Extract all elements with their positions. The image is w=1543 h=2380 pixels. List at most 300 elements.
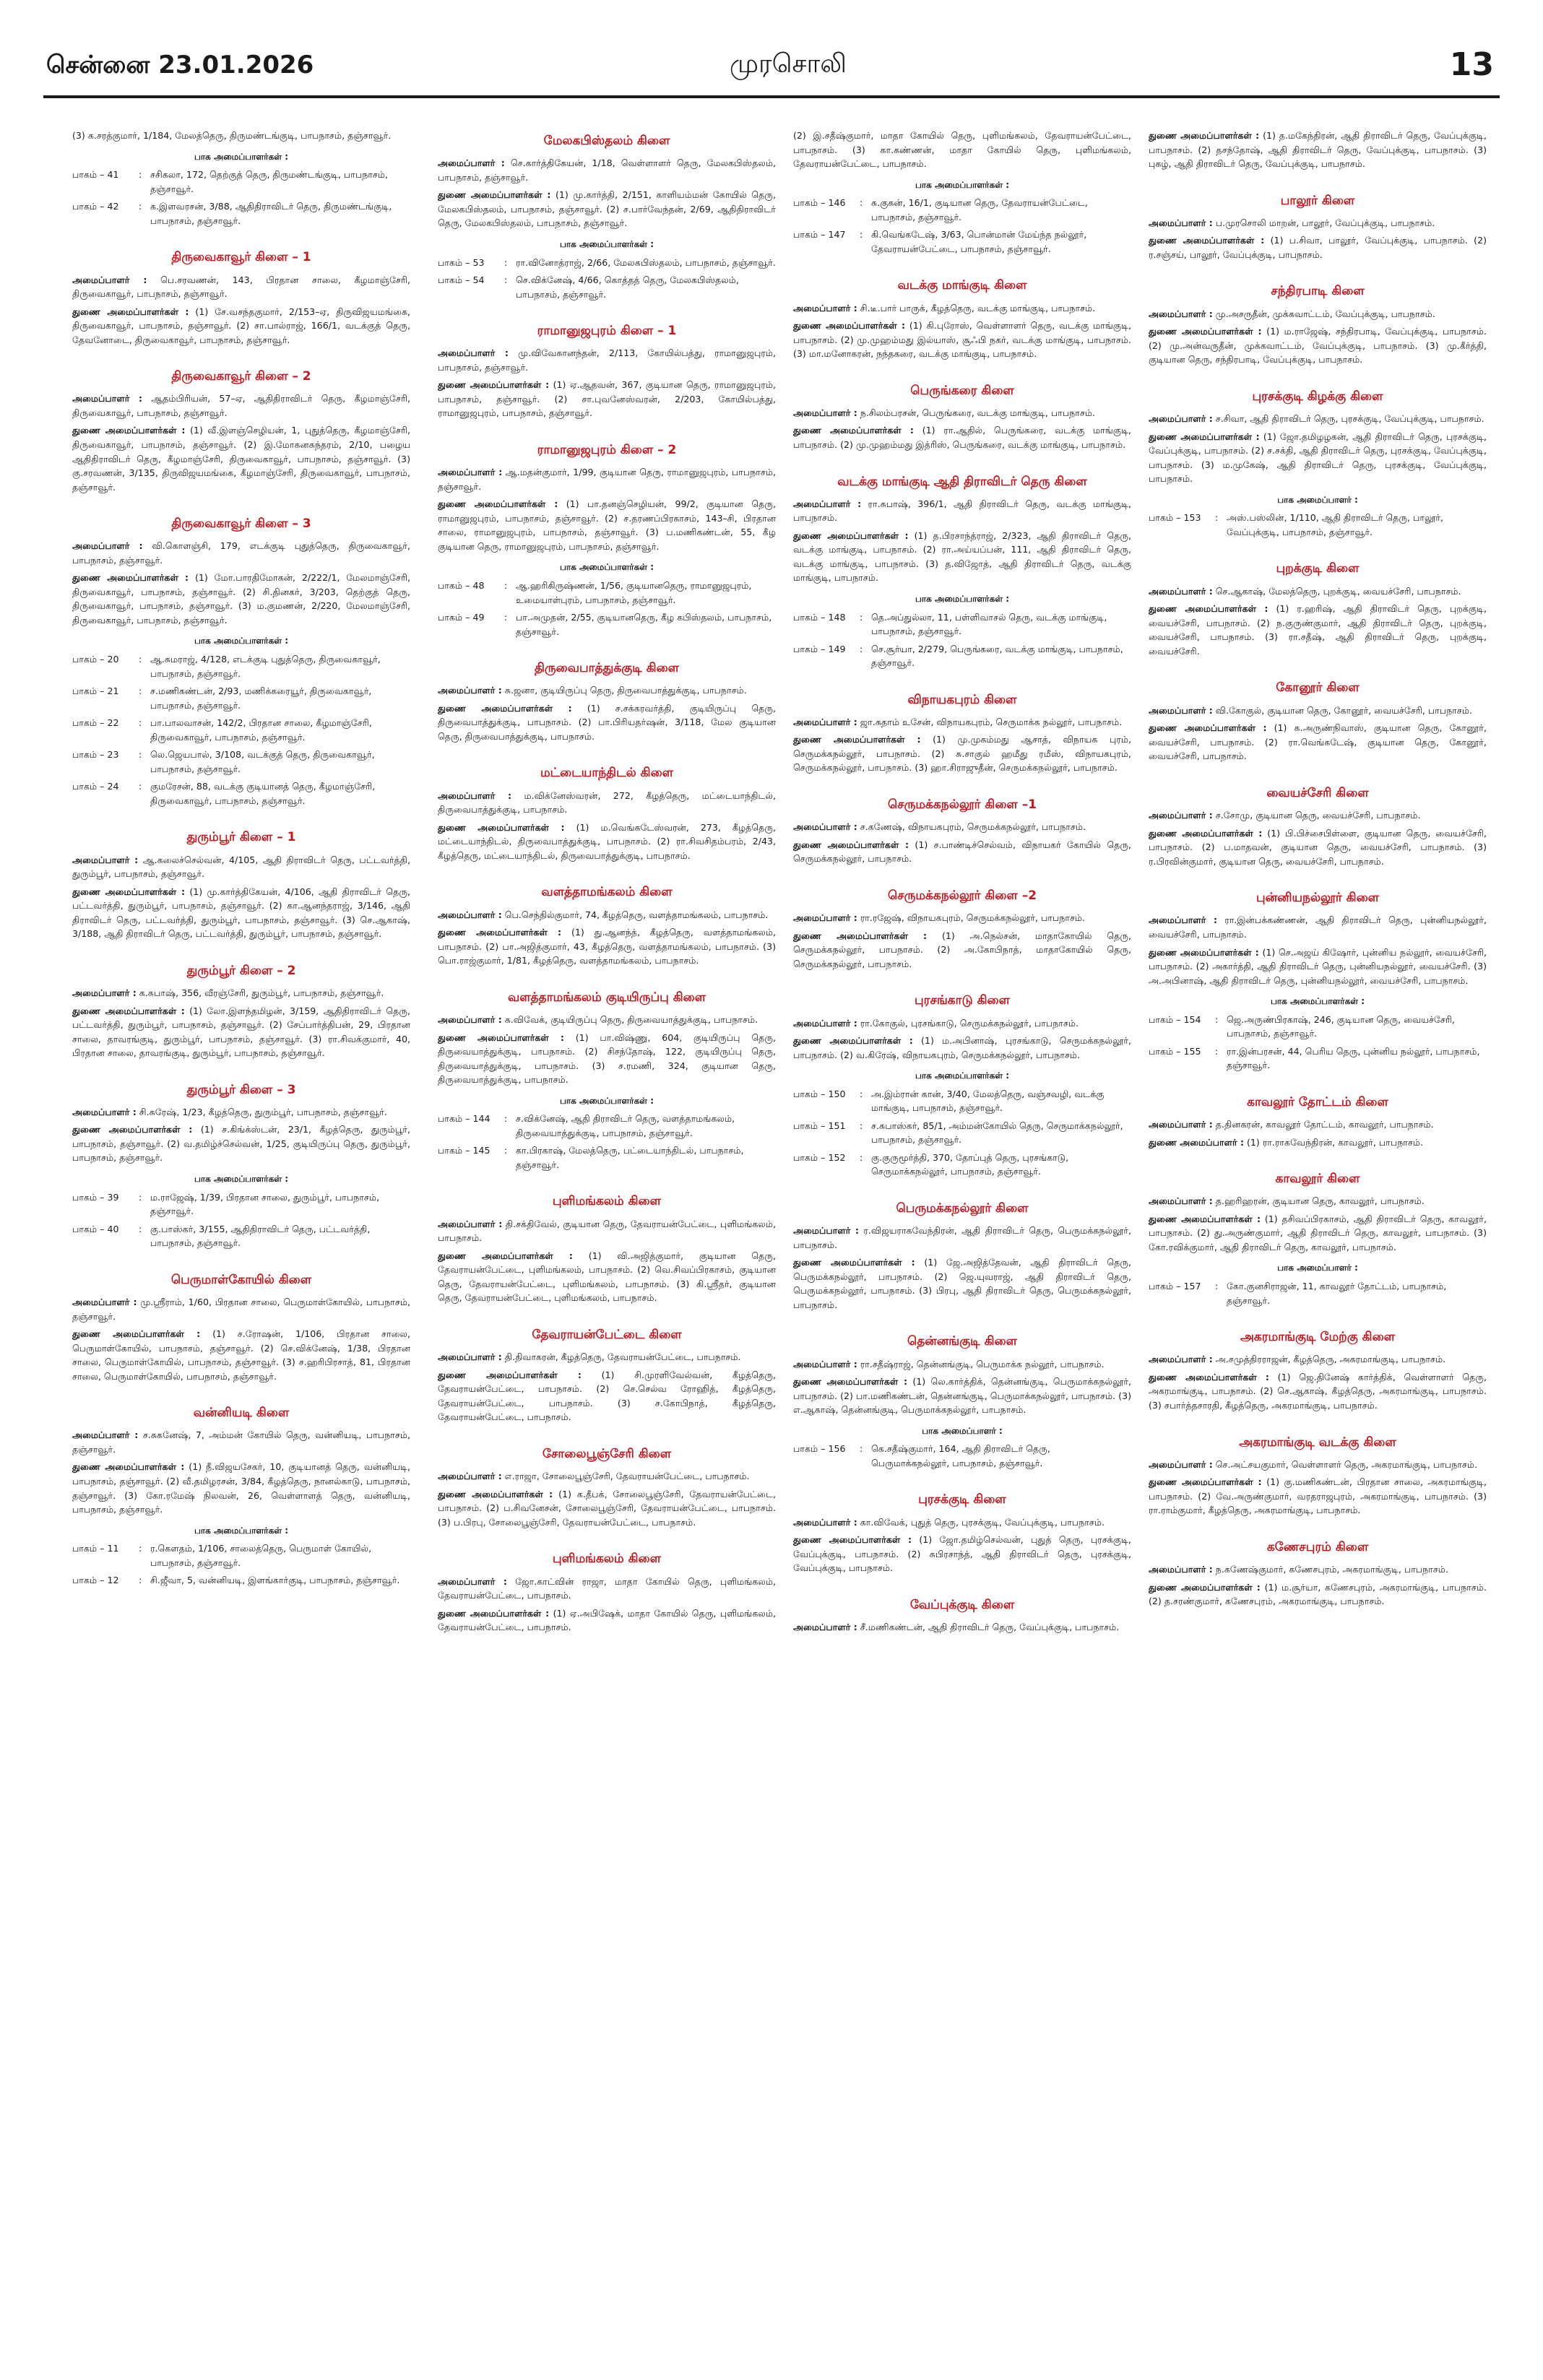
entry-text: (1) து.ஆனந்த், கீழத்தெரு, வளத்தாமங்கலம், பாபநாசம். (2) பா.அஜித்குமார், 43, கீழத்தெரு, வளத்தாமங்கலம், பாபநாசம். (3) பொ.ராஜ்குமார், 1/81, கீழத்தெரு, வளத்தாமங்கலம், பாபநாசம். — [438, 927, 776, 966]
entry-text: (1) மு.கார்த்திகேயன், 4/106, ஆதி திராவிடர் தெரு, பட்டவர்த்தி, துரும்பூர், பாபநாசம், தஞ்சாவூர். (2) கா.ஆனந்தராஜ், 3/146, ஆதி திராவிடர் தெரு, பட்டவர்த்தி, துரும்பூர், பாபநாசம், தஞ்சாவூர். (3) செ.ஆகாஷ், 3/188, ஆதி திராவிடர் தெரு, பட்டவர்த்தி, துரும்பூர், பாபநாசம், தஞ்சாவூர். — [72, 886, 410, 940]
office-bearer-entry — [438, 925, 776, 968]
role-label: துணை அமைப்பாளர்கள் : — [1149, 1371, 1269, 1382]
branch-section — [438, 131, 776, 301]
branch-section — [1149, 1093, 1487, 1149]
branch-title: கோனூர் கிளை — [1276, 680, 1360, 696]
office-bearer-entry — [72, 1295, 410, 1323]
role-label: துணை அமைப்பாளர்கள் : — [72, 425, 186, 436]
role-label: அமைப்பாளர் : — [793, 1358, 857, 1369]
role-label: அமைப்பாளர் : — [438, 1351, 502, 1363]
booth-row — [72, 779, 410, 808]
branch-title: செருமக்கநல்லூர் கிளை –1 — [887, 797, 1037, 812]
branch-section — [438, 1445, 776, 1529]
office-bearer-entry — [793, 1016, 1131, 1031]
entry-text: அ.சமுத்திரராஜன், கீழத்தெரு, அகரமாங்குடி, பாபநாசம். — [1215, 1354, 1446, 1365]
office-bearer-entry — [1149, 129, 1487, 171]
office-bearer-entry — [72, 1327, 410, 1383]
booth-organizer: ஆ.ஹரிகிருஷ்ணன், 1/56, குடியானதெரு, ராமானுஜபுரம், உமையாள்புரம், பாபநாசம், தஞ்சாவூர். — [516, 580, 752, 605]
booth-row — [793, 610, 1131, 639]
booth-row — [72, 199, 410, 228]
branch-section — [438, 1549, 776, 1634]
booth-organizer: குமரேசன், 88, வடக்கு குடியானத் தெரு, கீழமாஞ்சேரி, திருவைகாவூர், பாபநாசம், தஞ்சாவூர். — [150, 781, 376, 806]
entry-text: சி.சுரேஷ், 1/23, கீழத்தெரு, துரும்பூர், பாபநாசம், தஞ்சாவூர். — [139, 1106, 387, 1117]
branch-section — [793, 691, 1131, 775]
booth-organizer: அ.இம்ரான் கான், 3/40, மேலத்தெரு, வஞ்சவழி, வடக்கு மாங்குடி, பாபநாசம், தஞ்சாவூர். — [871, 1088, 1105, 1114]
role-label: துணை அமைப்பாளர்கள் : — [438, 927, 562, 938]
role-label: துணை அமைப்பாளர்கள் : — [1149, 946, 1259, 958]
entry-text: ம.விக்னேஸ்வரன், 272, கீழத்தெரு, மட்டையாந்திடல், திருவைபாத்துக்குடி, பாபநாசம். — [438, 789, 776, 815]
role-label: அமைப்பாளர் : — [438, 1218, 503, 1229]
role-label: அமைப்பாளர் : — [793, 1516, 857, 1528]
entry-text: க.விவேக், குடியிருப்பு தெரு, திருவையாத்துக்குடி, பாபநாசம். — [504, 1014, 758, 1026]
branch-title: புரசக்குடி கிழக்கு கிளை — [1252, 389, 1383, 404]
booth-number: பாகம் – 53 — [438, 256, 485, 268]
booth-subheading: பாக அமைப்பாளர்கள் : — [559, 238, 654, 249]
office-bearer-entry — [793, 1515, 1131, 1530]
separator-colon: : — [504, 1113, 508, 1125]
office-bearer-entry — [438, 1606, 776, 1635]
booth-row — [793, 228, 1131, 256]
booth-number: பாகம் – 147 — [793, 229, 846, 241]
entry-text: (1) நீ.விஜயசேகர், 10, குடியானத் தெரு, வன்னியடி, பாபநாசம், தஞ்சாவூர். (2) வீ.தமிழரசன், 3/84, கீழத்தெரு, நானல்காடு, பாபநாசம், தஞ்சாவூர். (3) கோ.ரமேஷ் நிலவன், 26, வெள்ளாளத் தெரு, வன்னியடி, பாபநாசம், தஞ்சாவூர். — [72, 1461, 410, 1515]
office-bearer-entry — [72, 423, 410, 494]
office-bearer-entry — [72, 273, 410, 301]
office-bearer-entry — [1149, 1135, 1487, 1150]
office-bearer-entry — [1149, 307, 1487, 321]
booth-number: பாகம் – 144 — [438, 1113, 490, 1125]
office-bearer-entry — [1149, 233, 1487, 261]
booth-number: பாகம் – 11 — [72, 1543, 119, 1554]
booth-subheading: பாக அமைப்பாளர்கள் : — [1270, 996, 1365, 1007]
role-label: அமைப்பாளர் : — [438, 157, 505, 169]
separator-colon: : — [860, 611, 863, 623]
office-bearer-entry — [72, 1105, 410, 1120]
booth-organizer: பா.பாலவாசன், 142/2, பிரதான சாலை, கீழமாஞ்சேரி, திருவைகாவூர், பாபநாசம், தஞ்சாவூர். — [150, 717, 372, 743]
booth-organizer: கு.பாஸ்கர், 3/155, ஆதிதிராவிடர் தெரு, பட்டவர்த்தி, பாபநாசம், தஞ்சாவூர். — [150, 1223, 371, 1249]
role-label: அமைப்பாளர் : — [1149, 1564, 1213, 1575]
entry-text: ச.சிவா, ஆதி திராவிடர் தெரு, புரசக்குடி, வேப்புக்குடி, பாபநாசம். — [1215, 413, 1484, 425]
entry-text: (1) வீ.இளஞ்செழியன், 1, புதுத்தெரு, கீழமாஞ்சேரி, திருவைகாவூர், பாபநாசம், தஞ்சாவூர். (2) இ.மோகனசுந்தரம், 2/10, பழைய ஆதிதிராவிடர் தெரு, கீழமாஞ்சேரி, திருவைகாவூர், பாபநாசம், தஞ்சாவூர். (3) கு.சரவணன், 3/135, திருவிஜயமங்கை, கீழமாஞ்சேரி, திருவைகாவூர், பாபநாசம், தஞ்சாவூர். — [72, 425, 410, 493]
booth-number: பாகம் – 155 — [1149, 1045, 1201, 1057]
booth-number: பாகம் – 146 — [793, 197, 846, 209]
entry-text: பெ.செந்தில்குமார், 74, கீழத்தெரு, வளத்தாமங்கலம், பாபநாசம். — [504, 909, 769, 920]
office-bearer-entry — [438, 821, 776, 863]
entry-text: த.தினகரன், காவலூர் தோட்டம், காவலூர், பாபநாசம். — [1215, 1119, 1434, 1130]
entry-text: ரா.கோகுல், புரசங்காடு, செருமக்கநல்லூர், பாபநாசம். — [860, 1017, 1079, 1029]
role-label: அமைப்பாளர் : — [793, 912, 857, 924]
role-label: துணை அமைப்பாளர்கள் : — [1149, 827, 1263, 839]
role-label: அமைப்பாளர் : — [438, 1575, 507, 1587]
branch-title: வளத்தாமங்கலம் கிளை — [541, 885, 673, 900]
separator-colon: : — [1215, 512, 1219, 524]
role-label: துணை அமைப்பாளர்கள் : — [793, 734, 921, 745]
branch-title: துரும்பூர் கிளை – 3 — [186, 1082, 296, 1097]
booth-subheading: பாக அமைப்பாளர்கள் : — [559, 1095, 654, 1106]
role-label: அமைப்பாளர் : — [438, 789, 512, 801]
branch-title: வையச்சேரி கிளை — [1266, 785, 1369, 800]
entry-text: ரா.இன்பக்கண்ணன், ஆதி திராவிடர் தெரு, புன்னியநல்லூர், வையச்சேரி, பாபநாசம். — [1149, 914, 1487, 940]
branch-section — [72, 1081, 410, 1250]
booth-number: பாகம் – 12 — [72, 1575, 119, 1586]
entry-text: (1) ம.சூர்யா, கணேசபுரம், அகரமாங்குடி, பாபநாசம். (2) த.சரண்குமார், கணேசபுரம், அகரமாங்குடி, பாபநாசம். — [1149, 1581, 1487, 1607]
booth-number: பாகம் – 145 — [438, 1145, 490, 1156]
branch-title: சோலைபூஞ்சேரி கிளை — [542, 1446, 672, 1461]
separator-colon: : — [860, 1151, 863, 1163]
role-label: அமைப்பாளர் : — [1149, 1354, 1213, 1365]
booth-organizer: ரா.வினோத்ராஜ், 2/66, மேலகபிஸ்தலம், பாபநாசம், தஞ்சாவூர். — [516, 256, 776, 268]
booth-row — [72, 1541, 410, 1570]
role-label: அமைப்பாளர் : — [72, 540, 143, 552]
entry-text: (1) செ.அஜய் கிஷோர், புன்னிய நல்லூர், வையச்சேரி, பாபநாசம். (2) அகார்த்தி, ஆதி திராவிடர் தெரு, புன்னியநல்லூர், வையச்சேரி. (3) அ.அபினாஷ், ஆதி திராவிடர் தெரு, புன்னியநல்லூர், வையச்சேரி, பாபநாசம். — [1149, 946, 1487, 986]
booth-row — [72, 652, 410, 680]
separator-colon: : — [860, 1443, 863, 1455]
entry-text: க.சுபாஷ், 356, வீரஞ்சேரி, துரும்பூர், பாபநாசம், தஞ்சாவூர். — [139, 987, 384, 999]
office-bearer-entry — [793, 129, 1131, 171]
entry-text: (1) ரா.ஆதில், பெருங்கரை, வடக்கு மாங்குடி, பாபநாசம். (2) மு.முஹம்மது இத்ரிஸ், பெருங்கரை, வடக்கு மாங்குடி, பாபநாசம். — [793, 425, 1131, 450]
office-bearer-entry — [438, 378, 776, 420]
separator-colon: : — [139, 1223, 142, 1234]
entry-text: ஆதம்பிரியன், 57–ஏ, ஆதிதிராவிடர் தெரு, கீழமாஞ்சேரி, திருவைகாவூர், பாபநாசம், தஞ்சாவூர். — [72, 393, 410, 418]
branch-section — [72, 828, 410, 940]
entry-text: (1) ர.ஹரிஷ், ஆதி திராவிடர் தெரு, புறக்குடி, வையச்சேரி, பாபநாசம். (2) ந.குருண்குமார், ஆதி திராவிடர் தெரு, புறக்குடி, வையச்சேரி, பாபநாசம். (3) ரா.சதீஷ், ஆதி திராவிடர் தெரு, புறக்குடி, வையச்சேரி. — [1149, 603, 1487, 657]
office-bearer-entry — [1149, 1562, 1487, 1577]
branch-section — [438, 1325, 776, 1424]
branch-title: திருவைகாவூர் கிளை – 3 — [171, 516, 311, 532]
office-bearer-entry — [793, 820, 1131, 834]
role-label: துணை அமைப்பாளர்கள் : — [793, 930, 928, 941]
entry-text: (1) ம.ராஜேஷ், சந்திரபாடி, வேப்புக்குடி, பாபநாசம். (2) மு.அன்வருதீன், முக்கவாட்டம், வேப்புக்குடி, பாபநாசம். (3) மு.கீர்த்தி, குடியான தெரு, சந்திரபாடி, வேப்புக்குடி, பாபநாசம். — [1149, 326, 1487, 365]
branch-section — [438, 1192, 776, 1304]
entry-text: (1) சி.முரளிவேல்வன், கீழத்தெரு, தேவராயன்பேட்டை, பாபநாசம். (2) செ.செல்வ ரோஹித், கீழத்தெரு, தேவராயன்பேட்டை, பாபநாசம். (3) ச.கோபிநாத், கீழத்தெரு, தேவராயன்பேட்டை, பாபநாசம். — [438, 1369, 776, 1423]
booth-organizer: ச.விக்னேஷ், ஆதி திராவிடர் தெரு, வளத்தாமங்கலம், திருவையாத்துக்குடி, பாபநாசம், தஞ்சாவூர். — [516, 1113, 735, 1138]
branch-section — [793, 1596, 1131, 1635]
office-bearer-entry — [1149, 1352, 1487, 1367]
role-label: துணை அமைப்பாளர்கள் : — [793, 1257, 915, 1268]
branch-title: திருவைபாத்துக்குடி கிளை — [534, 661, 680, 676]
booth-row — [793, 1151, 1131, 1179]
role-label: துணை அமைப்பாளர்கள் : — [793, 1035, 913, 1047]
entry-text: (1) ம.அபினாஷ், புரசங்காடு, செருமக்கநல்லூர், பாபநாசம். (2) வ.கிரேஷ், விநாயகபுரம், செருமக்கநல்லூர், பாபநாசம். — [793, 1035, 1131, 1060]
entry-text: (1) ச.கிங்க்ஸ்டன், 23/1, கீழத்தெரு, துரும்பூர், பாபநாசம், தஞ்சாவூர். (2) வ.தமிழ்ச்செல்வன், 1/25, குடியிருப்பு தெரு, துரும்பூர், பாபநாசம், தஞ்சாவூர். — [72, 1124, 410, 1164]
booth-row — [793, 1442, 1131, 1470]
separator-colon: : — [504, 256, 508, 268]
booth-organizer: கி.வெங்கடேஷ், 3/63, பொன்மான் மேய்ந்த நல்லூர், தேவராயன்பேட்டை, பாபநாசம், தஞ்சாவூர். — [871, 229, 1087, 254]
booth-organizer: ச.மணிகண்டன், 2/93, மணிக்கரையூர், திருவைகாவூர், பாபநாசம், தஞ்சாவூர். — [150, 685, 372, 711]
branch-title: புரசங்காடு கிளை — [915, 993, 1010, 1008]
entry-text: (1) அ.நெல்சன், மாதாகோயில் தெரு, செருமக்கநல்லூர், பாபநாசம். (2) அ.கோபிநாத், மாதாகோயில் தெரு, செருமக்கநல்லூர், பாபநாசம். — [793, 930, 1131, 969]
entry-text: செ.கார்த்திகேயன், 1/18, வெள்ளாளர் தெரு, மேலகபிஸ்தலம், பாபநாசம், தஞ்சாவூர். — [438, 157, 776, 183]
role-label: துணை அமைப்பாளர்கள் : — [1149, 603, 1268, 615]
office-bearer-entry — [793, 1224, 1131, 1252]
entry-text: தி.சக்திவேல், குடியான தெரு, தேவராயன்பேட்டை, புளிமங்கலம், பாபநாசம். — [438, 1218, 776, 1244]
booth-number: பாகம் – 154 — [1149, 1013, 1201, 1025]
entry-text: (1) ஜெ.தினேஷ் கார்த்திக், வெள்ளாளர் தெரு, அகரமாங்குடி, பாபநாசம். (2) செ.ஆகாஷ், கீழத்தெரு, அகரமாங்குடி, பாபநாசம். (3) சபார்த்தசாரதி, கீழத்தெரு, அகரமாங்குடி, பாபநாசம். — [1149, 1371, 1487, 1411]
office-bearer-entry — [793, 301, 1131, 316]
branch-title: ராமானுஜபுரம் கிளை – 1 — [537, 324, 677, 339]
branch-title: வடக்கு மாங்குடி ஆதி திராவிடர் தெரு கிளை — [837, 474, 1087, 489]
office-bearer-entry — [793, 732, 1131, 775]
branch-section — [1149, 888, 1487, 1073]
entry-text: செ.ஆகாஷ், மேலத்தெரு, புறக்குடி, வையச்சேரி, பாபநாசம். — [1215, 585, 1461, 597]
branch-title: வளத்தாமங்கலம் குடியிருப்பு கிளை — [507, 990, 706, 1005]
branch-section — [793, 276, 1131, 360]
entry-text: (1) பா.விஷ்ணு, 604, குடியிருப்பு தெரு, திருவையாத்துக்குடி, பாபநாசம். (2) சிசந்தோஷ், 122, குடியிருப்பு தெரு, திருவையாத்துக்குடி, பாபநாசம். (3) ச.ரமணி, 324, குடியான தெரு, திருவையாத்துக்குடி, பாபநாசம். — [438, 1031, 776, 1086]
role-label: துணை அமைப்பாளர்கள் : — [1149, 722, 1267, 734]
branch-section — [438, 883, 776, 967]
booth-number: பாகம் – 153 — [1149, 512, 1201, 524]
entry-text: (1) மு.கார்த்தி, 2/151, காளியம்மன் கோயில் தெரு, மேலகபிஸ்தலம், பாபநாசம், தஞ்சாவூர். (2) ச.பார்வேந்தன், 2/69, ஆதிதிராவிடர் தெரு, மேலகபிஸ்தலம், பாபநாசம், தஞ்சாவூர். — [438, 189, 776, 229]
branch-title: வன்னியடி கிளை — [193, 1406, 290, 1421]
role-label: அமைப்பாளர் : — [72, 854, 139, 865]
role-label: துணை அமைப்பாளர்கள் : — [793, 1534, 912, 1546]
entry-text: ரா.சதீஷ்ராஜ், தென்னங்குடி, பெருமாக்க நல்லூர், பாபநாசம். — [860, 1358, 1105, 1369]
branch-section — [1149, 1538, 1487, 1609]
branch-section — [1149, 191, 1487, 262]
separator-colon: : — [139, 749, 142, 761]
role-label: அமைப்பாளர் : — [1149, 914, 1218, 926]
role-label: அமைப்பாளர் : — [72, 393, 142, 404]
office-bearer-entry — [1149, 602, 1487, 658]
separator-colon: : — [504, 274, 508, 286]
booth-organizer: ர.கௌதம், 1/106, சாலைத்தெரு, பெருமாள் கோயில், பாபநாசம், தஞ்சாவூர். — [150, 1543, 372, 1568]
separator-colon: : — [1215, 1045, 1219, 1057]
office-bearer-entry — [793, 529, 1131, 585]
entry-text: ப.முரசொலி மாறன், பாலூர், வேப்புக்குடி, பாபநாசம். — [1215, 217, 1435, 228]
entry-text: (1) ச.சக்கரவர்த்தி, குடியிருப்பு தெரு, திருவைபாத்துக்குடி, பாபநாசம். (2) பா.பிரியதர்ஷன், 3/118, மேல குடியான தெரு, திருவைபாத்துக்குடி, பாபநாசம். — [438, 702, 776, 742]
entry-text: த.ஹரிஹரன், குடியான தெரு, காவலூர், பாபநாசம். — [1215, 1195, 1425, 1207]
header-rule — [43, 95, 1500, 98]
office-bearer-entry — [793, 1375, 1131, 1417]
office-bearer-entry — [793, 1255, 1131, 1312]
office-bearer-entry — [72, 986, 410, 1000]
branch-title: விநாயகபுரம் கிளை — [907, 692, 1017, 707]
entry-text: (1) ச.ரோஷன், 1/106, பிரதான சாலை, பெருமாள்கோயில், பாபநாசம், தஞ்சாவூர். (2) செ.விக்னேஷ், 1/38, பிரதான சாலை, பெருமாள்கோயில், பாபநாசம், தஞ்சாவூர். (3) ச.ஹரிபிரசாத், 81, பிரதான சாலை, பெருமாள்கோயில், பாபநாசம், தஞ்சாவூர். — [72, 1328, 410, 1382]
office-bearer-entry — [438, 789, 776, 817]
office-bearer-entry — [1149, 1580, 1487, 1609]
branch-title: பெருங்கரை கிளை — [910, 383, 1014, 398]
booth-organizer: சி.ஜீவா, 5, வன்னியடி, இளங்கார்குடி, பாபநாசம், தஞ்சாவூர். — [150, 1575, 400, 1586]
entry-text: ரா.சுபாஷ், 396/1, ஆதி திராவிடர் தெரு, வடக்கு மாங்குடி, பாபநாசம். — [793, 498, 1131, 524]
office-bearer-entry — [793, 911, 1131, 925]
branch-title: புறக்குடி கிளை — [1276, 561, 1360, 576]
booth-row — [793, 1119, 1131, 1147]
separator-colon: : — [139, 169, 142, 181]
entry-text: (1) ப.சிவா, பாலூர், வேப்புக்குடி, பாபநாசம். (2) ர.சஞ்சய், பாலூர், வேப்புக்குடி, பாபநாசம். — [1149, 235, 1487, 260]
office-bearer-entry — [1149, 412, 1487, 426]
booth-organizer: கோ.குனசிராஜன், 11, காவலூர் தோட்டம், பாபநாசம், தஞ்சாவூர். — [1227, 1281, 1447, 1306]
branch-section — [1149, 387, 1487, 540]
role-label: அமைப்பாளர் : — [793, 821, 857, 833]
office-bearer-entry — [438, 908, 776, 922]
branch-section — [438, 321, 776, 420]
office-bearer-entry — [1149, 913, 1487, 941]
office-bearer-entry — [438, 156, 776, 184]
role-label: துணை அமைப்பாளர்கள் : — [793, 529, 909, 541]
separator-colon: : — [139, 1191, 142, 1203]
role-label: துணை அமைப்பாளர்கள் : — [438, 1369, 582, 1380]
booth-subheading: பாக அமைப்பாளர் : — [1277, 1263, 1358, 1273]
booth-number: பாகம் – 39 — [72, 1191, 119, 1203]
booth-organizer: க.இளவரசன், 3/88, ஆதிதிராவிடர் தெரு, திருமண்டங்குடி, பாபநாசம், தஞ்சாவூர். — [150, 201, 392, 226]
booth-organizer: செ.விக்னேஷ், 4/66, கொத்தத் தெரு, மேலகபிஸ்தலம், பாபநாசம், தஞ்சாவூர். — [516, 274, 739, 300]
role-label: துணை அமைப்பாளர்கள் : — [72, 1124, 193, 1135]
entry-text: (1) க.தீபக், சோலைபூஞ்சேரி, தேவராயன்பேட்டை, பாபநாசம். (2) ப.சிவனேசன், சோலைபூஞ்சேரி, தேவராயன்பேட்டை, பாபநாசம். (3) ப.பிரபு, சோலைபூஞ்சேரி, தேவராயன்பேட்டை, பாபநாசம். — [438, 1488, 776, 1528]
branch-title: துரும்பூர் கிளை – 1 — [186, 830, 296, 845]
separator-colon: : — [139, 781, 142, 792]
separator-colon: : — [139, 1543, 142, 1554]
office-bearer-entry — [793, 497, 1131, 525]
role-label: துணை அமைப்பாளர்கள் : — [438, 379, 550, 391]
role-label: அமைப்பாளர் : — [438, 909, 502, 920]
office-bearer-entry — [438, 1013, 776, 1027]
branch-section — [1149, 1328, 1487, 1412]
entry-text: (1) வி.அஜித்குமார், குடியான தெரு, தேவராயன்பேட்டை, புளிமங்கலம், பாபநாசம். (2) வெ.சிவப்பிரகாசம், குடியான தெரு, தேவராயன்பேட்டை, புளிமங்கலம், பாபநாசம். (3) கி.ஸ்ரீதர், குடியான தெரு, தேவராயன்பேட்டை, புளிமங்கலம், பாபநாசம். — [438, 1250, 776, 1304]
entry-text: ர.விஜயராகவேந்திரன், ஆதி திராவிடர் தெரு, பெருமக்கநல்லூர், பாபநாசம். — [793, 1225, 1131, 1250]
entry-text: வி.கொளஞ்சி, 179, எடக்குடி புதுத்தெரு, திருவைகாவூர், பாபநாசம், தஞ்சாவூர். — [72, 540, 410, 566]
booth-organizer: பா.அமுதன், 2/55, குடியானதெரு, கீழ கபிஸ்தலம், பாபநாசம், தஞ்சாவூர். — [516, 612, 772, 637]
role-label: அமைப்பாளர் : — [793, 1225, 860, 1237]
booth-number: பாகம் – 24 — [72, 781, 119, 792]
role-label: அமைப்பாளர் : — [793, 302, 857, 313]
branch-section — [72, 961, 410, 1060]
role-label: துணை அமைப்பாளர்கள் : — [1149, 130, 1260, 141]
role-label: அமைப்பாளர் : — [793, 407, 857, 418]
office-bearer-entry — [72, 571, 410, 627]
booth-row — [438, 1112, 776, 1140]
role-label: அமைப்பாளர் : — [793, 498, 862, 509]
booth-row — [1149, 1013, 1487, 1041]
entry-text: ச.கணேஷ், விநாயகபுரம், செருமக்கநல்லூர், பாபநாசம். — [860, 821, 1086, 833]
branch-title: அகரமாங்குடி மேற்கு கிளை — [1240, 1330, 1396, 1345]
entry-text: வி.கோகுல், குடியான தெரு, கோனூர், வையச்சேரி, பாபநாசம். — [1215, 704, 1472, 716]
booth-subheading: பாக அமைப்பாளர் : — [922, 1425, 1003, 1436]
branch-title: அகரமாங்குடி வடக்கு கிளை — [1239, 1435, 1396, 1450]
booth-row — [72, 1573, 410, 1588]
entry-text: ஆ.மதன்குமார், 1/99, குடியான தெரு, ராமானுஜபுரம், பாபநாசம், தஞ்சாவூர். — [438, 467, 776, 492]
entry-text: (1) சே.வசந்தகுமார், 2/153–ஏ, திருவிஜயமங்கை, திருவைகாவூர், பாபநாசம், தஞ்சாவூர். (2) சா.பால்ராஜ், 166/1, வடக்குத் தெரு, தேவனோடை, திருவைகாவூர், பாபநாசம், தஞ்சாவூர். — [72, 306, 410, 345]
entry-text: செ.அட்சயகுமார், வெள்ளாளர் தெரு, அகரமாங்குடி, பாபநாசம். — [1215, 1458, 1478, 1470]
booth-number: பாகம் – 156 — [793, 1443, 846, 1455]
booth-number: பாகம் – 152 — [793, 1151, 846, 1163]
office-bearer-entry — [1149, 704, 1487, 718]
separator-colon: : — [860, 1088, 863, 1099]
office-bearer-entry — [72, 1460, 410, 1516]
issue-date: சென்னை 23.01.2026 — [46, 51, 314, 79]
role-label: துணை அமைப்பாளர்கள் : — [1149, 1213, 1261, 1224]
role-label: துணை அமைப்பாளர்கள் : — [438, 498, 558, 510]
entry-text: எ.ராஜா, சோலைபூஞ்சேரி, தேவராயன்பேட்டை, பாபநாசம். — [504, 1471, 750, 1482]
branch-section — [793, 129, 1131, 256]
role-label: அமைப்பாளர் : — [438, 1471, 502, 1482]
office-bearer-entry — [72, 1428, 410, 1456]
office-bearer-entry — [1149, 1212, 1487, 1255]
role-label: அமைப்பாளர் : — [72, 1106, 137, 1117]
role-label: அமைப்பாளர் : — [793, 1622, 857, 1633]
office-bearer-entry — [793, 715, 1131, 730]
separator-colon: : — [139, 717, 142, 729]
booth-organizer: அஸ்.பஸ்லின், 1/110, ஆதி திராவிடர் தெரு, பாலூர், வேப்புக்குடி, பாபநாசம், தஞ்சாவூர். — [1227, 512, 1443, 537]
booth-number: பாகம் – 54 — [438, 274, 485, 286]
role-label: துணை அமைப்பாளர்கள் : — [1149, 1581, 1261, 1593]
branch-title: துரும்பூர் கிளை – 2 — [186, 963, 296, 978]
office-bearer-entry — [1149, 584, 1487, 599]
booth-organizer: தெ.அப்துல்லா, 11, பள்ளிவாசல் தெரு, வடக்கு மாங்குடி, பாபநாசம், தஞ்சாவூர். — [871, 611, 1107, 637]
office-bearer-entry — [438, 1469, 776, 1484]
booth-row — [72, 1190, 410, 1219]
booth-organizer: சசிகலா, 172, தெற்குத் தெரு, திருமண்டங்குடி, பாபநாசம், தஞ்சாவூர். — [150, 169, 389, 194]
entry-text: (1) தசிவப்பிரகாசம், ஆதி திராவிடர் தெரு, காவலூர், பாபநாசம். (2) து.அருண்குமார், ஆதி திராவிடர் தெரு, காவலூர், பாபநாசம். (3) கோ.ரவிக்குமார், ஆதி திராவிடர் தெரு, காவலூர், பாபநாசம். — [1149, 1213, 1487, 1252]
booth-number: பாகம் – 41 — [72, 169, 119, 181]
role-label: அமைப்பாளர் : — [72, 274, 147, 285]
entry-text: (3) க.சரத்குமார், 1/184, மேலத்தெரு, திருமண்டங்குடி, பாபநாசம், தஞ்சாவூர். — [72, 130, 392, 141]
role-label: அமைப்பாளர் : — [72, 1429, 139, 1441]
booth-organizer: ம.ராஜேஷ், 1/39, பிரதான சாலை, துரும்பூர், பாபநாசம், தஞ்சாவூர். — [150, 1191, 380, 1217]
office-bearer-entry — [793, 319, 1131, 361]
branch-title: புளிமங்கலம் கிளை — [553, 1194, 661, 1209]
branch-section — [72, 248, 410, 347]
office-bearer-entry — [793, 406, 1131, 420]
office-bearer-entry — [438, 188, 776, 230]
entry-text: (1) த.பிரசாந்த்ராஜ், 2/323, ஆதி திராவிடர் தெரு, வடக்கு மாங்குடி, பாபநாசம். (2) ரா.அய்யப்பன், 111, ஆதி திராவிடர் தெரு, வடக்கு மாங்குடி, பாபநாசம். (3) த.விஜோத், ஆதி திராவிடர் தெரு, வடக்கு மாங்குடி, பாபநாசம். — [793, 529, 1131, 584]
branch-section — [438, 763, 776, 862]
office-bearer-entry — [438, 1575, 776, 1603]
branch-section — [72, 514, 410, 808]
entry-text: ஜோ.காட்வின் ராஜா, மாதா கோயில் தெரு, புளிமங்கலம், தேவராயன்பேட்டை, பாபநாசம். — [438, 1575, 776, 1601]
booth-number: பாகம் – 151 — [793, 1120, 846, 1131]
booth-row — [438, 273, 776, 301]
office-bearer-entry — [1149, 1194, 1487, 1208]
role-label: அமைப்பாளர் : — [72, 1297, 137, 1307]
entry-text: (2) இ.சதீஷ்குமார், மாதா கோயில் தெரு, புளிமங்கலம், தேவராயன்பேட்டை, பாபநாசம். (3) கா.கண்ணன், மாதா கோயில் தெரு, புளிமங்கலம், தேவராயன்பேட்டை, பாபநாசம். — [793, 130, 1131, 170]
office-bearer-entry — [438, 497, 776, 553]
booth-row — [1149, 511, 1487, 539]
entry-text: கா.விவேக், புதுத் தெரு, புரசக்குடி, வேப்புக்குடி, பாபநாசம். — [860, 1516, 1105, 1528]
office-bearer-entry — [438, 1249, 776, 1305]
role-label: துணை அமைப்பாளர்கள் : — [72, 886, 186, 897]
role-label: துணை அமைப்பாளர்கள் : — [438, 1250, 573, 1261]
branch-title: சந்திரபாடி கிளை — [1271, 284, 1365, 299]
separator-colon: : — [504, 1145, 508, 1156]
booth-row — [72, 748, 410, 776]
booth-number: பாகம் – 149 — [793, 643, 846, 654]
role-label: துணை அமைப்பாளர்கள் : — [1149, 326, 1262, 337]
branch-section — [1149, 129, 1487, 171]
branch-section — [438, 659, 776, 743]
entry-text: (1) கு.மணிகண்டன், பிரதான சாலை, அகரமாங்குடி, பாபநாசம். (2) வே.அருண்குமார், வரதராஜபுரம், அகரமாங்குடி, பாபநாசம். (3) ரா.ராம்குமார், கீழத்தெரு, அகரமாங்குடி, பாபநாசம். — [1149, 1476, 1487, 1516]
booth-row — [438, 1143, 776, 1172]
entry-text: (1) லோ.இளந்தமிழன், 3/159, ஆதிதிராவிடர் தெரு, பட்டவர்த்தி, துரும்பூர், பாபநாசம், தஞ்சாவூர். (2) சேப்பார்த்திபன், 29, பிரதான சாலை, தாவரங்குடி, துரும்பூர், பாபநாசம், தஞ்சாவூர். (3) ரா.சிவக்குமார், 40, பிரதான சாலை, தாவரங்குடி, துரும்பூர், பாபநாசம், தஞ்சாவூர். — [72, 1005, 410, 1059]
entry-text: ந.சிலம்பரசன், பெருங்கரை, வடக்கு மாங்குடி, பாபநாசம். — [860, 407, 1095, 418]
column-3 — [793, 129, 1131, 2353]
entry-text: (1) மோ.பாரதிமோகன், 2/222/1, மேலமாஞ்சேரி, திருவைகாவூர், பாபநாசம், தஞ்சாவூர். (2) சி.தினகர், 3/203, தெற்குத் தெரு, திருவைகாவூர், பாபநாசம், தஞ்சாவூர். (3) ம.குமணன், 2/220, மேலமாஞ்சேரி, திருவைகாவூர், பாபநாசம், தஞ்சாவூர். — [72, 572, 410, 626]
booth-organizer: ச.சுபாஸ்கர், 85/1, அம்மன்கோயில் தெரு, செருமாக்கநல்லூர், பாபநாசம், தஞ்சாவூர். — [871, 1120, 1123, 1146]
entry-text: (1) க.அருண்நிவாஸ், குடியான தெரு, கோனூர், வையச்சேரி, பாபநாசம். (2) ரா.வெங்கடேஷ், குடியான தெரு, கோனூர், வையச்சேரி, பாபநாசம். — [1149, 722, 1487, 762]
branch-section — [793, 1490, 1131, 1575]
role-label: துணை அமைப்பாளர்கள் : — [72, 1005, 185, 1016]
branch-title: மட்டையாந்திடல் கிளை — [540, 766, 674, 781]
entry-text: (1) பா.தனஞ்செழியன், 99/2, குடியான தெரு, ராமானுஜபுரம், பாபநாசம், தஞ்சாவூர். (2) ச.தரணப்பிரகாசம், 143–சி, பிரதான சாலை, ராமானுஜபுரம், பாபநாசம், தஞ்சாவூர். (3) ப.மணிகண்டன், 55, கீழ குடியான தெரு, ராமானுஜபுரம், பாபநாசம், தஞ்சாவூர். — [438, 498, 776, 552]
office-bearer-entry — [438, 465, 776, 493]
office-bearer-entry — [72, 539, 410, 567]
office-bearer-entry — [1149, 1117, 1487, 1132]
booth-row — [793, 196, 1131, 224]
branch-section — [1149, 678, 1487, 763]
booth-number: பாகம் – 157 — [1149, 1281, 1201, 1292]
office-bearer-entry — [1149, 1458, 1487, 1472]
office-bearer-entry — [72, 391, 410, 420]
office-bearer-entry — [1149, 1475, 1487, 1518]
booth-row — [72, 1222, 410, 1250]
